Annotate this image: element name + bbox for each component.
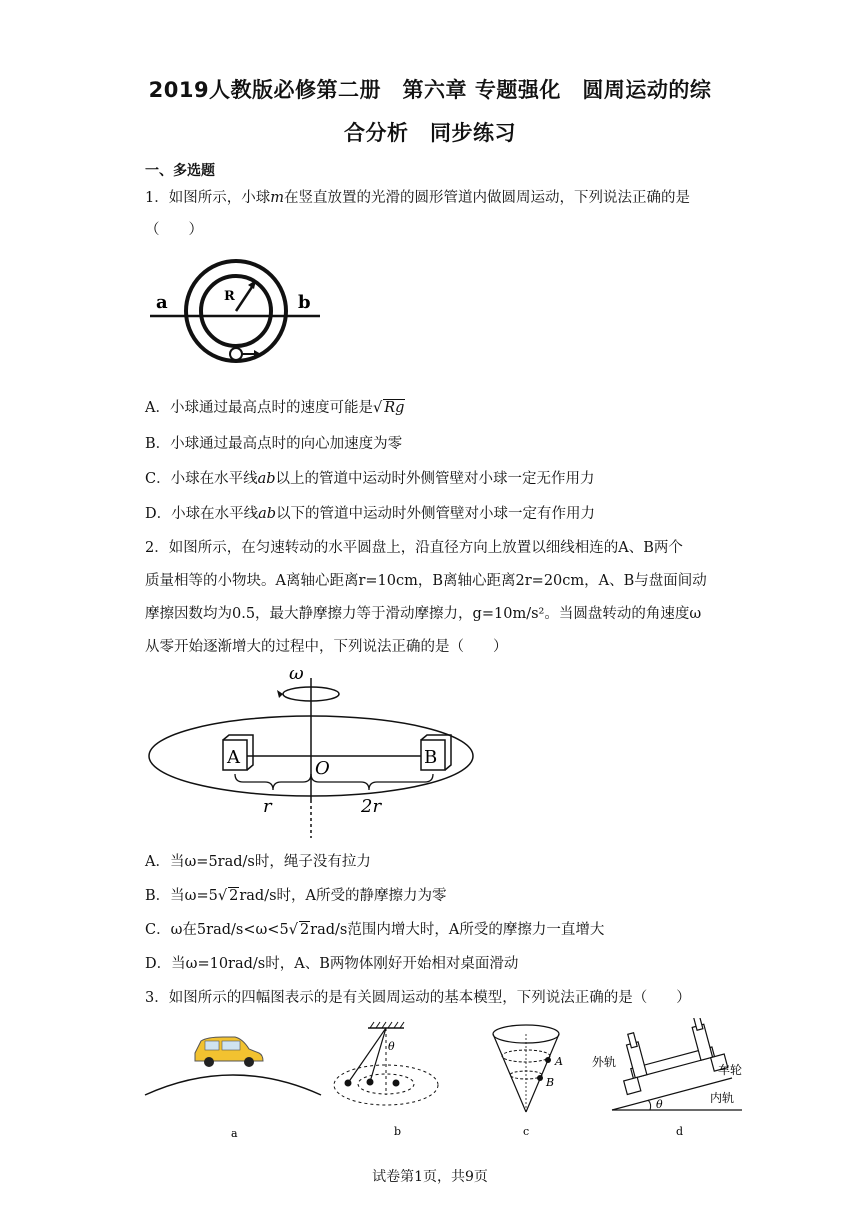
q3-caption-d: d [676, 1125, 684, 1138]
q2-rotation-arrowhead [277, 690, 283, 698]
q3a-arc-road [145, 1075, 321, 1095]
q3-figure-d [592, 1018, 792, 1145]
q3c-label-A: A [555, 1055, 563, 1068]
q3-caption-c: c [523, 1125, 530, 1138]
q2-stem-line-2: 质量相等的小物块。A离轴心距离r=10cm，B离轴心距离2r=20cm，A、B与盘面间动 [145, 573, 707, 589]
q1-radius-line [236, 284, 254, 311]
q3-figure-c [490, 1020, 575, 1145]
q2-label-r: r [263, 796, 272, 817]
q2-stem-line-3: 摩擦因数均为0.5，最大静摩擦力等于滑动摩擦力，g=10m/s²。当圆盘转动的角速度ω [145, 606, 702, 622]
q3-figure-b [330, 1020, 470, 1145]
q3-caption-b: b [394, 1125, 402, 1138]
q2-label-2r: 2r [361, 796, 382, 817]
q1-paren: （ ） [145, 222, 203, 238]
q2-label-B: B [424, 747, 438, 768]
q2-option-c: C．ω在5rad/s<ω<5√ 2rad/s范围内增大时，A所受的摩擦力一直增大 [145, 922, 605, 938]
q1-option-b: B．小球通过最高点时的向心加速度为零 [145, 436, 403, 452]
q3b-label-theta: θ [388, 1040, 395, 1053]
q2-option-d: D．当ω=10rad/s时，A、B两物体刚好开始相对桌面滑动 [145, 956, 519, 972]
q1-option-c: C．小球在水平线ab以上的管道中运动时外侧管壁对小球一定无作用力 [145, 471, 595, 487]
q3a-wheel-front [204, 1057, 214, 1067]
q2-option-a: A．当ω=5rad/s时，绳子没有拉力 [145, 854, 371, 870]
q2-label-omega: ω [289, 663, 304, 684]
q2-stem-line-1: 2．如图所示，在匀速转动的水平圆盘上，沿直径方向上放置以细线相连的A、B两个 [145, 540, 683, 556]
q3d-label-outer-rail: 外轨 [592, 1055, 617, 1069]
q2-option-b: B．当ω=5√ 2rad/s时，A所受的静摩擦力为零 [145, 888, 447, 904]
q3b-string-1 [348, 1028, 386, 1083]
q2-label-A: A [227, 747, 240, 768]
q2-label-O: O [315, 758, 330, 779]
q1-label-a: a [156, 292, 168, 313]
title-line-1: 2019人教版必修第二册 第六章 专题强化 圆周运动的综 [148, 78, 712, 102]
q3d-label-theta: θ [656, 1098, 663, 1111]
q3-caption-a: a [231, 1127, 238, 1140]
q2-figure [145, 660, 480, 840]
q1-option-d: D．小球在水平线ab以下的管道中运动时外侧管壁对小球一定有作用力 [145, 506, 596, 522]
q3-stem: 3．如图所示的四幅图表示的是有关圆周运动的基本模型，下列说法正确的是（ ） [145, 990, 691, 1006]
q1-ball [230, 348, 242, 360]
title-line-2: 合分析 同步练习 [344, 121, 516, 145]
q3c-label-B: B [546, 1076, 555, 1089]
page-footer: 试卷第1页，共9页 [372, 1169, 488, 1185]
q3d-label-wheel: 车轮 [718, 1063, 743, 1077]
q1-label-R: R [224, 289, 235, 304]
q1-stem: 1．如图所示，小球m在竖直放置的光滑的圆形管道内做圆周运动，下列说法正确的是 [145, 190, 690, 206]
q1-figure [148, 258, 323, 370]
q3-figure-a [143, 1025, 323, 1145]
q2-brace-r [235, 774, 311, 790]
section-heading: 一、多选题 [145, 163, 215, 179]
q1-option-a: A．小球通过最高点时的速度可能是√ Rg [145, 400, 405, 416]
q3a-wheel-rear [244, 1057, 254, 1067]
q3d-label-inner-rail: 内轨 [710, 1091, 735, 1105]
q1-label-b: b [298, 292, 311, 313]
q2-stem-line-4: 从零开始逐渐增大的过程中，下列说法正确的是（ ） [145, 639, 508, 655]
